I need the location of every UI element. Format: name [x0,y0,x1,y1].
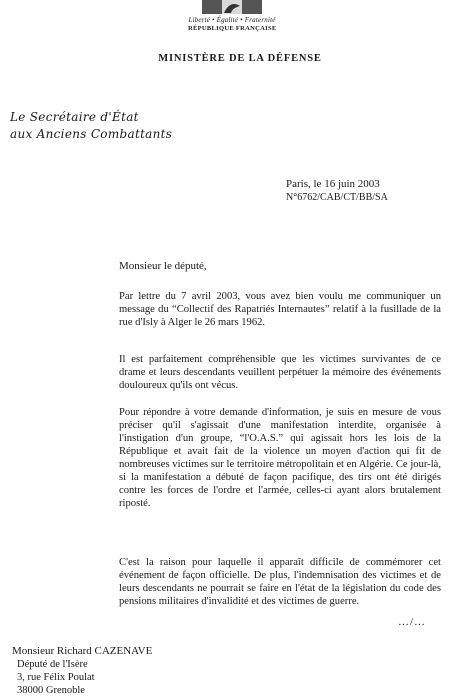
recipient-address-line: 3, rue Félix Poulat [17,672,95,683]
reference-number: N°6762/CAB/CT/BB/SA [286,192,388,203]
body-paragraph: Pour répondre à votre demande d'information, je suis en mesure de vous préciser qu'il s'agissait d'une manifestation interdite, organisée à l'instigation d'un groupe, “l'O.A.S.” qui agissait hors les lois de la République et avait fait de la violence un moyen d'action qui fit de nombreuses victimes sur le territoire métropolitain et en Algérie. Ce jour-là, si la manifestation a débuté de façon pacifique, des tirs ont été dirigés contre les forces de l'ordre et l'armée, celles-ci ayant alors brutalement riposté. [119,407,441,509]
marianne-emblem-icon [202,0,262,14]
body-paragraph: C'est la raison pour laquelle il apparaît difficile de commémorer cet événement de façon officielle. De plus, l'indemnisation des victimes et de leurs descendants ne pourrait se faire en l'état de la législation du code des pensions militaires d'invalidité et des victimes de guerre. [119,557,441,607]
recipient-address-line: Député de l'Isère [17,659,88,670]
continuation-mark: …/… [398,616,427,628]
ministry-heading: MINISTÈRE DE LA DÉFENSE [158,53,322,64]
sender-department: aux Anciens Combattants [10,127,173,141]
place-date: Paris, le 16 juin 2003 [286,178,380,190]
sender-title: Le Secrétaire d'État [10,110,139,124]
recipient-address-line: 38000 Grenoble [17,685,85,696]
republic-motto: Liberté • Égalité • Fraternité [188,16,276,24]
recipient-name: Monsieur Richard CAZENAVE [12,645,153,657]
marianne-logo [188,0,276,34]
salutation: Monsieur le député, [119,260,207,272]
body-paragraph: Par lettre du 7 avril 2003, vous avez bien voulu me communiquer un message du “Collectif des Rapatriés Internautes” relatif à la fusillade de la rue d'Isly à Alger le 26 mars 1962. [119,291,441,328]
republic-name: RÉPUBLIQUE FRANÇAISE [188,25,277,32]
body-paragraph: Il est parfaitement compréhensible que les victimes survivantes de ce drame et leurs descendants veuillent perpétuer la mémoire des événements douloureux qu'ils ont vécus. [119,354,441,391]
